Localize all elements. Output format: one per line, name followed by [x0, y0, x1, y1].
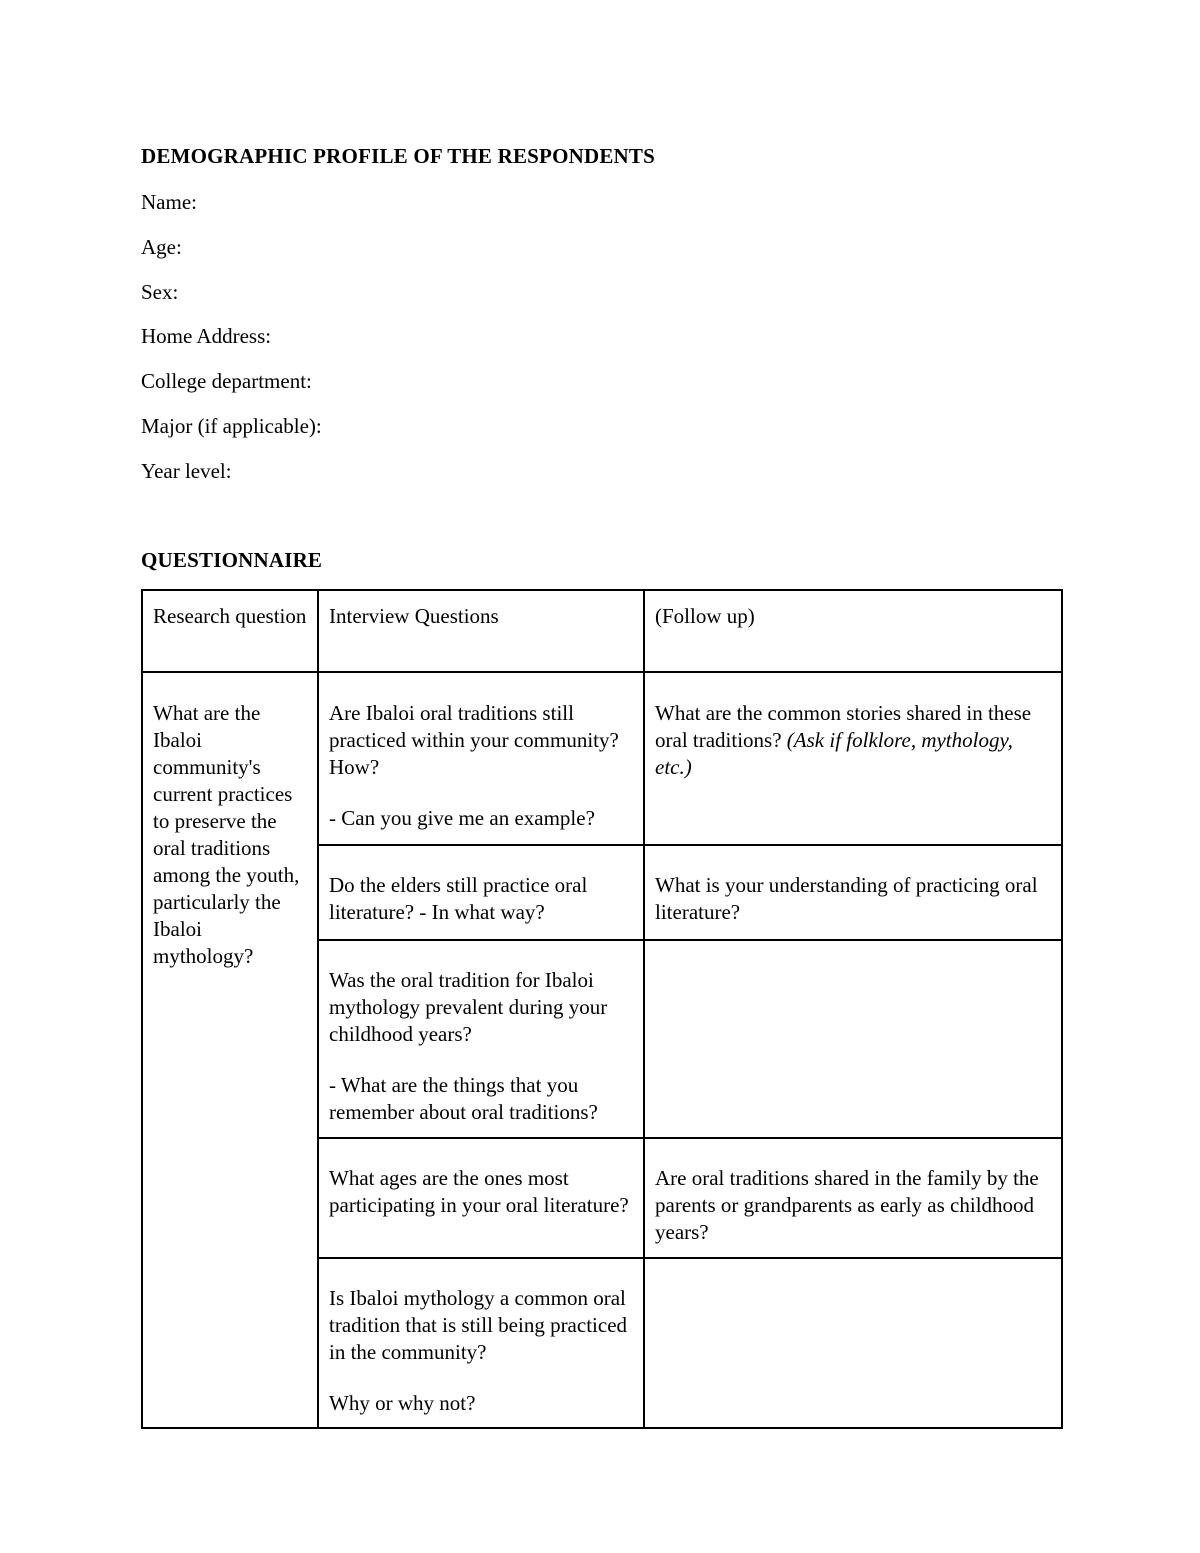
header-interview-questions: Interview Questions — [318, 590, 644, 672]
interview-question-text: Was the oral tradition for Ibaloi mythology prevalent during your childhood years? — [329, 968, 608, 1046]
questionnaire-table — [141, 589, 1063, 1429]
interview-subquestion-text: - What are the things that you remember about oral traditions? — [329, 1073, 598, 1124]
research-question-cell: What are the Ibaloi community's current practices to preserve the oral traditions among the youth, particularly the Ibaloi mythology? — [142, 672, 318, 1428]
table-row — [142, 672, 1062, 845]
home-address-field-label: Home Address: — [141, 324, 272, 348]
header-research-question: Research question — [142, 590, 318, 672]
interview-question-text: Are Ibaloi oral traditions still practiced within your community? How? — [329, 701, 619, 779]
interview-question-cell — [318, 672, 644, 845]
interview-subquestion-text: - Can you give me an example? — [329, 806, 595, 830]
interview-question-text: Do the elders still practice oral literature? - In what way? — [329, 873, 588, 924]
follow-up-note: (Ask if folklore, mythology, etc.) — [655, 728, 1013, 779]
follow-up-cell — [644, 845, 1062, 940]
follow-up-cell-empty — [644, 1258, 1062, 1428]
paragraph-spacer — [329, 1366, 633, 1390]
year-level-field-label: Year level: — [141, 459, 232, 483]
paragraph-spacer — [329, 781, 633, 805]
interview-question-cell — [318, 1258, 644, 1428]
name-field-label: Name: — [141, 190, 197, 214]
questionnaire-heading: QUESTIONNAIRE — [141, 548, 323, 572]
paragraph-spacer — [329, 1048, 633, 1072]
follow-up-text: What is your understanding of practicing oral literature? — [655, 873, 1038, 924]
follow-up-cell-empty — [644, 940, 1062, 1138]
major-field-label: Major (if applicable): — [141, 414, 322, 438]
interview-question-cell — [318, 1138, 644, 1258]
college-department-field-label: College department: — [141, 369, 312, 393]
table-header-row — [142, 590, 1062, 672]
demographic-heading: DEMOGRAPHIC PROFILE OF THE RESPONDENTS — [141, 144, 655, 168]
follow-up-text: Are oral traditions shared in the family by the parents or grandparents as early as childhood years? — [655, 1166, 1039, 1244]
sex-field-label: Sex: — [141, 280, 179, 304]
interview-question-text: What ages are the ones most participating in your oral literature? — [329, 1166, 629, 1217]
interview-subquestion-text: Why or why not? — [329, 1391, 476, 1415]
follow-up-text: What are the common stories shared in these oral traditions? — [655, 701, 1032, 752]
age-field-label: Age: — [141, 235, 182, 259]
interview-question-cell — [318, 940, 644, 1138]
follow-up-cell — [644, 1138, 1062, 1258]
interview-question-cell — [318, 845, 644, 940]
header-follow-up: (Follow up) — [644, 590, 1062, 672]
interview-question-text: Is Ibaloi mythology a common oral tradition that is still being practiced in the community? — [329, 1286, 628, 1364]
follow-up-cell — [644, 672, 1062, 845]
